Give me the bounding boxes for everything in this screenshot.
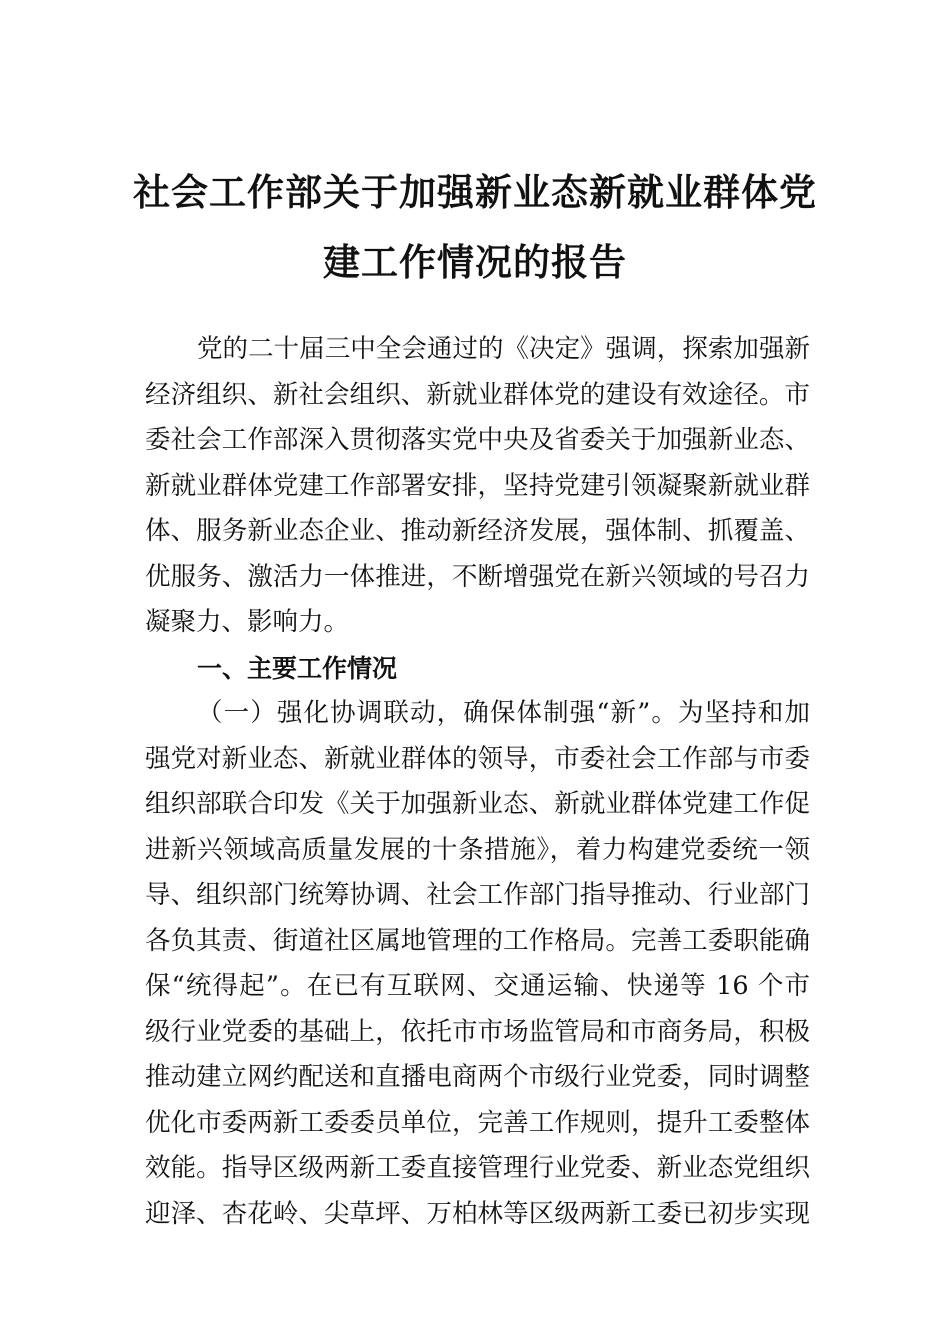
paragraph-line: 优化市委两新工委委员单位，完善工作规则，提升工委整体 (145, 1107, 810, 1138)
paragraph-line: 导、组织部门统筹协调、社会工作部门指导推动、行业部门 (145, 880, 810, 910)
paragraph-line: 保“统得起”。在已有互联网、交通运输、快递等 16 个市 (145, 971, 810, 1001)
document-body (145, 327, 810, 1237)
paragraph-line: （一）强化协调联动，确保体制强“新”。为坚持和加 (197, 698, 810, 728)
paragraph-line: 新就业群体党建工作部署安排，坚持党建引领凝聚新就业群 (145, 470, 810, 501)
paragraph-line: 党的二十届三中全会通过的《决定》强调，探索加强新 (197, 334, 810, 364)
paragraph-line: 进新兴领域高质量发展的十条措施》，着力构建党委统一领 (145, 834, 810, 865)
paragraph-line: 效能。指导区级两新工委直接管理行业党委、新业态党组织 (145, 1153, 810, 1183)
paragraph-line: 委社会工作部深入贯彻落实党中央及省委关于加强新业态、 (145, 425, 810, 455)
document-title-line-2: 建工作情况的报告 (323, 240, 627, 284)
paragraph-line: 组织部联合印发《关于加强新业态、新就业群体党建工作促 (145, 789, 810, 819)
document-title-line-1: 社会工作部关于加强新业态新就业群体党 (133, 170, 817, 214)
paragraph-line: 推动建立网约配送和直播电商两个市级行业党委，同时调整 (145, 1062, 810, 1092)
paragraph-line: 级行业党委的基础上，依托市市场监管局和市商务局，积极 (145, 1016, 810, 1047)
paragraph-line: 强党对新业态、新就业群体的领导，市委社会工作部与市委 (145, 743, 810, 774)
paragraph-line: 各负其责、街道社区属地管理的工作格局。完善工委职能确 (145, 925, 810, 956)
section-heading: 一、主要工作情况 (197, 653, 398, 683)
paragraph-line: 经济组织、新社会组织、新就业群体党的建设有效途径。市 (145, 379, 810, 410)
paragraph-line: 体、服务新业态企业、推动新经济发展，强体制、抓覆盖、 (145, 516, 810, 546)
paragraph-line: 凝聚力、影响力。 (145, 607, 350, 637)
paragraph-line: 优服务、激活力一体推进，不断增强党在新兴领域的号召力 (145, 561, 810, 592)
paragraph-line: 迎泽、杏花岭、尖草坪、万柏林等区级两新工委已初步实现 (145, 1198, 810, 1229)
